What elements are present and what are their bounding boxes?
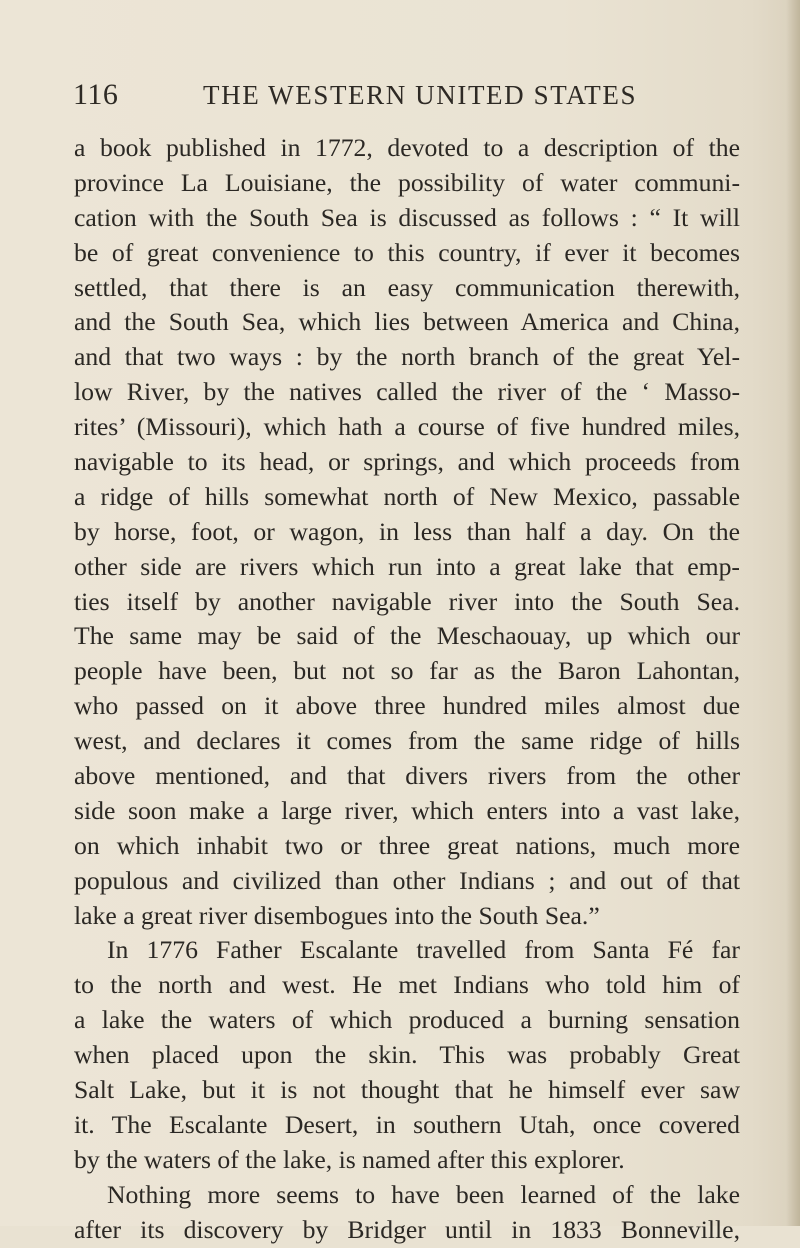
text-line: be of great convenience to this country, if ever it becomes: [74, 237, 740, 267]
page-edge-shadow: [786, 0, 800, 1226]
text-line: after its discovery by Bridger until in 1833 Bonneville,: [74, 1214, 740, 1244]
text-line: The same may be said of the Meschaouay, up which our: [74, 621, 740, 651]
text-line: by the waters of the lake, is named after this explorer.: [74, 1144, 625, 1174]
text-line: and the South Sea, which lies between America and China,: [74, 307, 740, 337]
text-line: rites’ (Missouri), which hath a course of five hundred miles,: [74, 412, 740, 442]
text-line: lake a great river disembogues into the South Sea.”: [74, 900, 600, 930]
body-text: [74, 131, 740, 1248]
text-line: to the north and west. He met Indians who told him of: [74, 970, 740, 1000]
text-line: people have been, but not so far as the Baron Lahontan,: [74, 656, 740, 686]
text-line: Nothing more seems to have been learned of the lake: [107, 1179, 740, 1209]
text-line: Salt Lake, but it is not thought that he himself ever saw: [74, 1075, 740, 1105]
page-header: [73, 78, 743, 118]
text-line: by horse, foot, or wagon, in less than half a day. On the: [74, 516, 740, 546]
text-line: who passed on it above three hundred miles almost due: [74, 691, 740, 721]
text-line: a lake the waters of which produced a burning sensation: [74, 1005, 740, 1035]
text-line: above mentioned, and that divers rivers from the other: [74, 761, 740, 791]
text-line: low River, by the natives called the river of the ‘ Masso-: [74, 377, 740, 407]
text-line: side soon make a large river, which enters into a vast lake,: [74, 795, 740, 825]
text-line: when placed upon the skin. This was probably Great: [74, 1040, 740, 1070]
text-line: on which inhabit two or three great nations, much more: [74, 830, 740, 860]
text-line: other side are rivers which run into a great lake that emp-: [74, 551, 740, 581]
page-number: 116: [73, 78, 119, 111]
text-line: and that two ways : by the north branch of the great Yel-: [74, 342, 740, 372]
text-line: a book published in 1772, devoted to a description of the: [74, 133, 740, 162]
running-head: THE WESTERN UNITED STATES: [203, 80, 638, 110]
text-line: navigable to its head, or springs, and which proceeds from: [74, 447, 740, 477]
text-line: cation with the South Sea is discussed as follows : “ It will: [74, 202, 740, 232]
text-line: it. The Escalante Desert, in southern Utah, once covered: [74, 1109, 740, 1139]
text-line: In 1776 Father Escalante travelled from Santa Fé far: [107, 935, 740, 965]
text-line: settled, that there is an easy communication therewith,: [74, 272, 740, 302]
text-line: ties itself by another navigable river into the South Sea.: [74, 586, 740, 616]
text-line: populous and civilized than other Indians ; and out of that: [74, 865, 740, 895]
text-line: province La Louisiane, the possibility of water communi-: [74, 167, 740, 197]
text-line: a ridge of hills somewhat north of New Mexico, passable: [74, 481, 740, 511]
text-line: west, and declares it comes from the same ridge of hills: [74, 726, 740, 756]
